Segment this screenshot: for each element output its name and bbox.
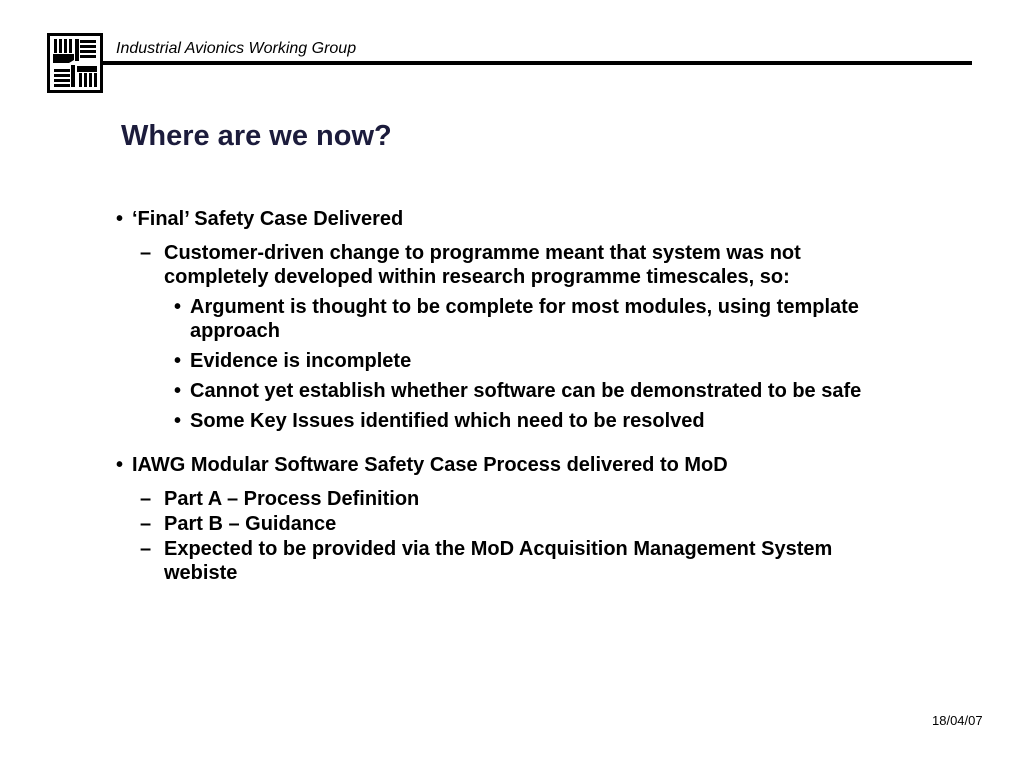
subsubbullet-key-issues: [116, 409, 896, 433]
footer-date: 18/04/07: [932, 713, 983, 728]
subbullet-expected-provided: [116, 537, 896, 585]
subsubbullet-text: Some Key Issues identified which need to be resolved: [190, 410, 705, 432]
dash-marker: –: [140, 488, 152, 510]
bullet-marker: •: [174, 410, 182, 432]
subsubbullet-text: Evidence is incomplete: [190, 350, 412, 372]
bullet-iawg-process: [116, 453, 896, 477]
bullet-final-safety-case: [116, 207, 896, 231]
iawg-hands-logo-icon: [47, 33, 103, 93]
subsubbullet-text: Argument is thought to be complete for most modules, using template approach: [190, 296, 859, 342]
bullet-marker: •: [116, 208, 124, 230]
subbullet-part-a: [116, 487, 896, 511]
bullet-marker: •: [174, 296, 182, 318]
subsubbullet-argument: [116, 295, 896, 343]
subbullet-customer-driven-change: [116, 241, 896, 289]
header-divider: [103, 61, 972, 65]
slide-title: Where are we now?: [121, 120, 392, 152]
subsubbullet-text: Cannot yet establish whether software can be demonstrated to be safe: [190, 380, 862, 402]
bullet-marker: •: [174, 380, 182, 402]
subbullet-text: Customer-driven change to programme meant that system was not completely developed within research programme timescales, so:: [164, 242, 801, 288]
subsubbullet-cannot-establish: [116, 379, 896, 403]
subbullet-text: Expected to be provided via the MoD Acquisition Management System webiste: [164, 538, 833, 584]
bullet-text: IAWG Modular Software Safety Case Process delivered to MoD: [132, 454, 728, 476]
organization-name: Industrial Avionics Working Group: [116, 40, 357, 57]
subbullet-part-b: [116, 512, 896, 536]
bullet-marker: •: [116, 454, 124, 476]
dash-marker: –: [140, 538, 152, 560]
slide-body: [116, 207, 896, 585]
subbullet-text: Part B – Guidance: [164, 513, 337, 535]
bullet-text: ‘Final’ Safety Case Delivered: [132, 208, 404, 230]
subsubbullet-evidence: [116, 349, 896, 373]
dash-marker: –: [140, 242, 152, 264]
subbullet-text: Part A – Process Definition: [164, 488, 420, 510]
bullet-marker: •: [174, 350, 182, 372]
dash-marker: –: [140, 513, 152, 535]
